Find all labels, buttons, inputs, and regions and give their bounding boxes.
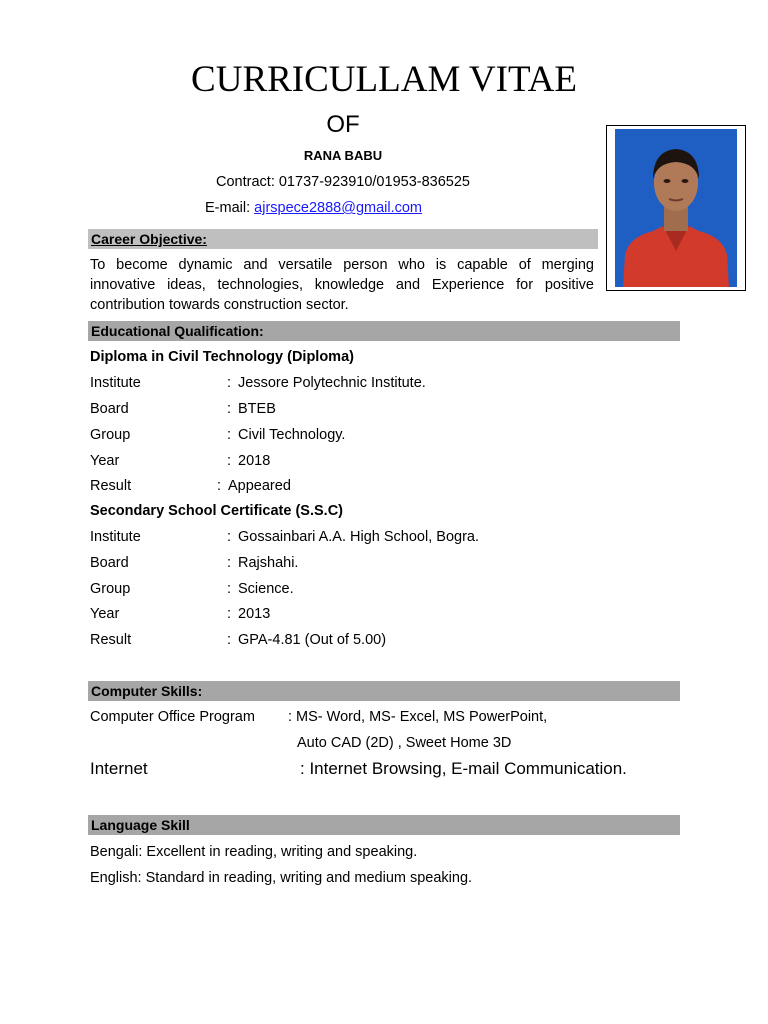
row-label: Result — [90, 632, 132, 648]
row-value: 2018 — [238, 453, 271, 469]
ssc-result-row — [90, 630, 386, 650]
email-link[interactable]: ajrspece2888@gmail.com — [254, 200, 423, 216]
language-english: English: Standard in reading, writing and medium speaking. — [90, 870, 473, 886]
row-label: Year — [90, 606, 120, 622]
ssc-title: Secondary School Certificate (S.S.C) — [90, 503, 344, 519]
language-bengali: Bengali: Excellent in reading, writing and speaking. — [90, 844, 418, 860]
diploma-title: Diploma in Civil Technology (Diploma) — [90, 349, 354, 365]
candidate-name: RANA BABU — [303, 148, 383, 163]
row-label: Result — [90, 478, 132, 494]
computer-skills-heading: Computer Skills: — [88, 681, 680, 701]
title-of: OF — [326, 111, 360, 138]
diploma-group-row — [90, 425, 345, 445]
row-value: Appeared — [228, 478, 291, 494]
row-label: Group — [90, 427, 131, 443]
diploma-institute-row — [90, 373, 426, 393]
contact-phone: Contract: 01737-923910/01953-836525 — [216, 174, 470, 190]
row-value: BTEB — [238, 401, 276, 417]
row-colon: : — [227, 632, 232, 648]
row-label: Computer Office Program — [90, 709, 255, 725]
portrait-image — [615, 129, 737, 287]
row-value: Jessore Polytechnic Institute. — [238, 375, 426, 391]
row-value: Science. — [238, 581, 294, 597]
row-value: : MS- Word, MS- Excel, MS PowerPoint, — [288, 709, 548, 725]
row-label: Institute — [90, 529, 141, 545]
diploma-year-row — [90, 451, 270, 471]
office-program-row-continued: Auto CAD (2D) , Sweet Home 3D — [297, 735, 512, 751]
ssc-institute-row — [90, 527, 479, 547]
career-objective-heading-text: Career Objective: — [91, 231, 207, 247]
row-colon: : — [227, 375, 232, 391]
row-label: Board — [90, 555, 129, 571]
ssc-year-row — [90, 604, 270, 624]
ssc-board-row — [90, 553, 298, 573]
row-value: 2013 — [238, 606, 271, 622]
row-colon: : — [227, 427, 232, 443]
row-value: GPA-4.81 (Out of 5.00) — [238, 632, 387, 648]
row-label: Group — [90, 581, 131, 597]
contact-email — [205, 198, 422, 218]
row-colon: : — [227, 555, 232, 571]
row-colon: : — [227, 401, 232, 417]
row-value: Civil Technology. — [238, 427, 346, 443]
profile-photo — [606, 125, 746, 291]
office-program-row — [90, 707, 547, 727]
diploma-board-row — [90, 399, 276, 419]
row-label: Internet — [90, 759, 148, 778]
row-colon: : — [217, 478, 222, 494]
diploma-result-row — [90, 476, 291, 496]
row-label: Board — [90, 401, 129, 417]
row-colon: : — [227, 453, 232, 469]
row-colon: : — [227, 529, 232, 545]
career-objective-text: To become dynamic and versatile person who is capable of merging innovative ideas, technologies, knowledge and Experience for positive contribution towards construction sector. — [90, 257, 594, 313]
education-heading: Educational Qualification: — [88, 321, 680, 341]
row-value: Gossainbari A.A. High School, Bogra. — [238, 529, 479, 545]
document-title: CURRICULLAM VITAE — [191, 59, 577, 100]
career-objective-heading — [88, 229, 598, 249]
language-skill-heading: Language Skill — [88, 815, 680, 835]
row-colon: : — [227, 606, 232, 622]
row-value: Rajshahi. — [238, 555, 299, 571]
email-label: E-mail: — [205, 200, 255, 216]
row-label: Institute — [90, 375, 141, 391]
ssc-group-row — [90, 579, 294, 599]
row-value: : Internet Browsing, E-mail Communication. — [300, 759, 627, 778]
row-label: Year — [90, 453, 120, 469]
row-colon: : — [227, 581, 232, 597]
internet-row — [90, 759, 627, 779]
